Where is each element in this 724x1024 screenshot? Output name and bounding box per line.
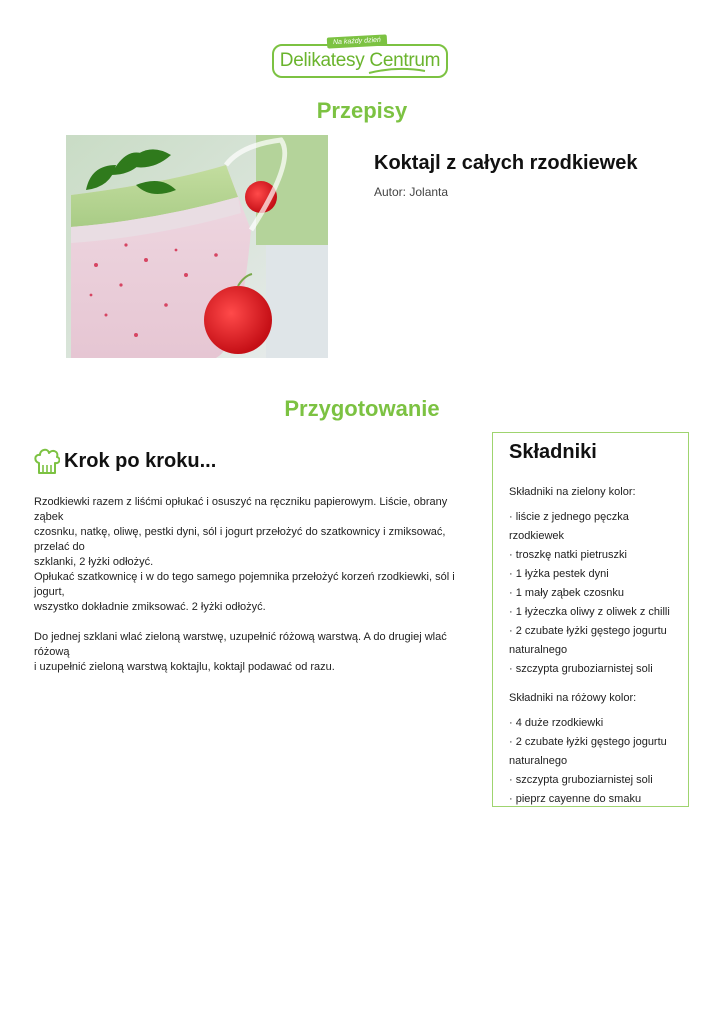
list-item: · 1 łyżeczka oliwy z oliwek z chilli: [509, 603, 672, 622]
step-line: szklanki, 2 łyżki odłożyć.: [34, 556, 154, 568]
step-line: wszystko dokładnie zmiksować. 2 łyżki odłożyć.: [34, 601, 266, 613]
steps-header: [34, 447, 216, 475]
step-line: i uzupełnić zieloną warstwą koktajlu, koktajl podawać od razu.: [34, 661, 335, 673]
list-item: · szczypta gruboziarnistej soli: [509, 771, 672, 790]
list-item: · 2 czubate łyżki gęstego jogurtu: [509, 622, 672, 641]
section-title-preparation: Przygotowanie: [284, 396, 440, 421]
list-item: · liście z jednego pęczka: [509, 508, 672, 527]
list-item: rzodkiewek: [509, 530, 565, 542]
list-item: · troszkę natki pietruszki: [509, 546, 672, 565]
recipe-author: Autor: Jolanta: [374, 185, 449, 199]
steps-text: [34, 495, 474, 675]
list-item: · 1 łyżka pestek dyni: [509, 565, 672, 584]
section-title-recipes: Przepisy: [316, 98, 408, 123]
logo-swoosh-icon: [367, 67, 427, 75]
ingredients-pink-list: [509, 714, 672, 809]
list-item: · szczypta gruboziarnistej soli: [509, 660, 672, 679]
list-item: · 2 czubate łyżki gęstego jogurtu: [509, 733, 672, 752]
list-item: naturalnego: [509, 644, 568, 656]
ingredients-title: Składniki: [509, 441, 597, 463]
ingredients-green-heading: Składniki na zielony kolor:: [509, 486, 636, 498]
ingredients-panel: [492, 432, 689, 807]
recipe-photo: [66, 135, 328, 358]
list-item: naturalnego: [509, 755, 568, 767]
list-item: · 1 mały ząbek czosnku: [509, 584, 672, 603]
ingredients-pink-heading: Składniki na różowy kolor:: [509, 692, 637, 704]
steps-title: Krok po kroku...: [64, 449, 217, 472]
logo-brand-text: Delikatesy Centrum: [279, 50, 441, 71]
chef-hat-icon: [34, 447, 60, 475]
step-line: Do jednej szklani wlać zieloną warstwę, uzupełnić różową warstwą. A do drugiej wlać różową: [34, 631, 447, 658]
logo-tagline: Na każdy dzień: [327, 34, 387, 48]
step-line: czosnku, natkę, oliwę, pestki dyni, sól i jogurt przełożyć do szatkownicy i zmiksować, przelać do: [34, 526, 446, 553]
ingredients-green-list: [509, 508, 672, 679]
step-line: Rzodkiewki razem z liśćmi opłukać i osuszyć na ręczniku papierowym. Liście, obrany ząbek: [34, 496, 448, 523]
list-item: · pieprz cayenne do smaku: [509, 790, 672, 809]
brand-logo: [272, 36, 452, 82]
recipe-title: Koktajl z całych rzodkiewek: [374, 152, 638, 174]
step-line: Opłukać szatkownicę i w do tego samego pojemnika przełożyć korzeń rzodkiewki, sól i jogurt,: [34, 571, 455, 598]
list-item: · 4 duże rzodkiewki: [509, 714, 672, 733]
